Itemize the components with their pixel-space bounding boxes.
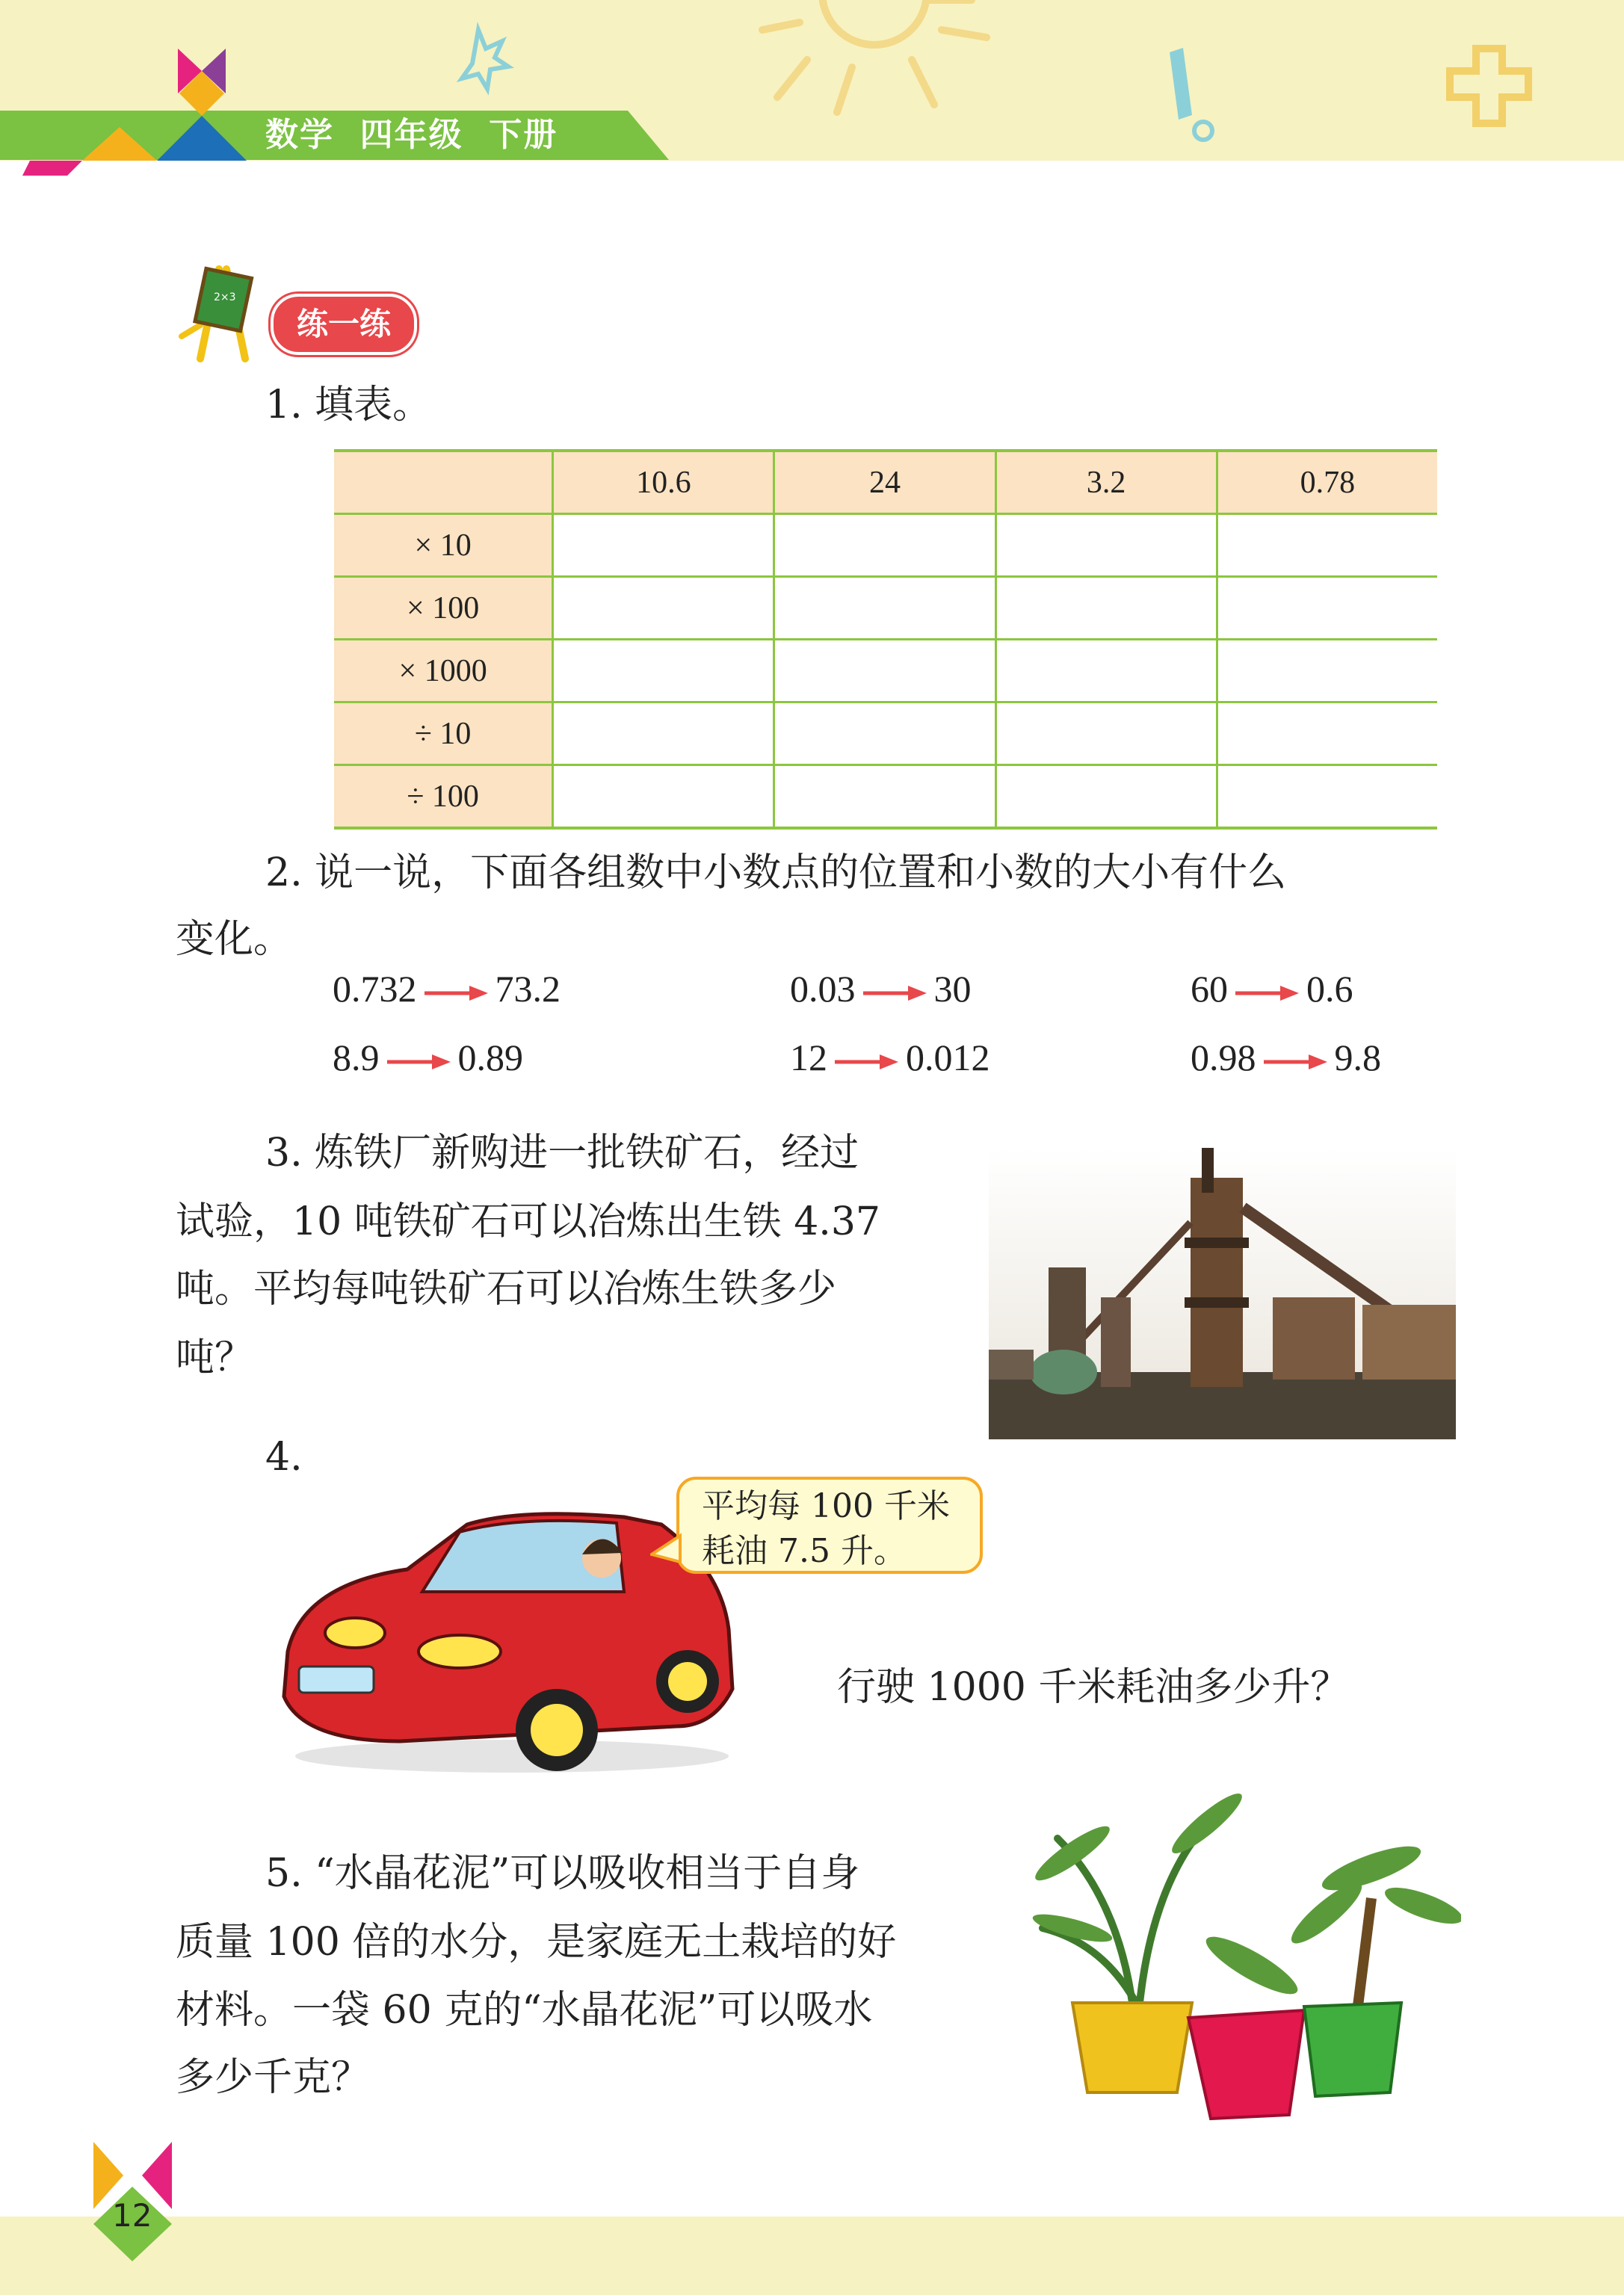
table-row — [334, 765, 1437, 829]
table-row-header: ÷ 100 — [334, 765, 553, 829]
table-row-header: × 10 — [334, 514, 553, 577]
pair-from: 60 — [1191, 968, 1228, 1010]
answer-cell[interactable] — [995, 577, 1217, 640]
q5-line3: 材料。一袋 60 克的“水晶花泥”可以吸水 — [176, 1988, 873, 2033]
answer-cell[interactable] — [774, 765, 995, 829]
arrow-icon — [1235, 984, 1299, 1002]
pair-to: 9.8 — [1334, 1037, 1381, 1078]
pair-from: 12 — [790, 1037, 827, 1078]
fill-table — [334, 449, 1437, 830]
answer-cell[interactable] — [774, 640, 995, 702]
table-row — [334, 640, 1437, 702]
pair-to: 0.012 — [906, 1037, 990, 1078]
q4-question: 行驶 1000 千米耗油多少升？ — [837, 1665, 1350, 1710]
answer-cell[interactable] — [995, 514, 1217, 577]
footer-background — [0, 2217, 1624, 2295]
q5-line1: 5. “水晶花泥”可以吸收相当于自身 — [265, 1851, 860, 1896]
arrow-icon — [835, 1053, 898, 1071]
answer-cell[interactable] — [553, 702, 774, 765]
svg-text:2×3: 2×3 — [214, 291, 236, 303]
table-row — [334, 577, 1437, 640]
table-row-header: × 100 — [334, 577, 553, 640]
bubble-line2: 耗油 7.5 升。 — [702, 1532, 907, 1570]
bubble-line1: 平均每 100 千米 — [702, 1487, 950, 1525]
pair-item — [790, 1031, 990, 1084]
table-header-cell: 0.78 — [1217, 451, 1437, 514]
q5-line4: 多少千克？ — [176, 2055, 371, 2100]
answer-cell[interactable] — [553, 640, 774, 702]
steel-plant-photo — [989, 1148, 1456, 1439]
answer-cell[interactable] — [1217, 702, 1437, 765]
table-row-header: ÷ 10 — [334, 702, 553, 765]
easel-icon — [178, 254, 268, 366]
page-number: 12 — [112, 2197, 152, 2234]
pair-from: 8.9 — [333, 1037, 380, 1078]
tangram-logo — [0, 45, 254, 179]
table-corner-cell — [334, 451, 553, 514]
q1-label: 1. 填表。 — [265, 383, 432, 427]
arrow-icon — [424, 984, 488, 1002]
pair-item — [333, 963, 561, 1015]
pair-item — [1191, 1031, 1381, 1084]
table-row-header: × 1000 — [334, 640, 553, 702]
arrow-icon — [863, 984, 927, 1002]
pair-to: 0.89 — [457, 1037, 523, 1078]
pair-item — [333, 1031, 523, 1084]
pair-item — [790, 963, 972, 1015]
answer-cell[interactable] — [553, 765, 774, 829]
answer-cell[interactable] — [553, 577, 774, 640]
potted-plants-photo — [1028, 1779, 1461, 2130]
answer-cell[interactable] — [1217, 514, 1437, 577]
answer-cell[interactable] — [995, 702, 1217, 765]
answer-cell[interactable] — [1217, 765, 1437, 829]
q3-line1: 3. 炼铁厂新购进一批铁矿石，经过 — [265, 1131, 859, 1176]
table-header-cell: 24 — [774, 451, 995, 514]
q4-label: 4. — [265, 1435, 303, 1480]
arrow-icon — [1264, 1053, 1327, 1071]
table-header-cell: 3.2 — [995, 451, 1217, 514]
bubble-tail — [650, 1532, 688, 1569]
pair-from: 0.98 — [1191, 1037, 1256, 1078]
speech-bubble — [676, 1477, 983, 1574]
answer-cell[interactable] — [1217, 577, 1437, 640]
arrow-icon — [387, 1053, 451, 1071]
table-row — [334, 702, 1437, 765]
q3-line4: 吨？ — [176, 1335, 254, 1380]
q2-line1: 2. 说一说，下面各组数中小数点的位置和小数的大小有什么 — [265, 850, 1287, 895]
answer-cell[interactable] — [995, 640, 1217, 702]
table-row — [334, 514, 1437, 577]
header-title: 数学 四年级 下册 — [265, 116, 558, 154]
answer-cell[interactable] — [774, 702, 995, 765]
pair-to: 0.6 — [1306, 968, 1353, 1010]
q3-line3: 吨。平均每吨铁矿石可以冶炼生铁多少 — [176, 1267, 837, 1312]
answer-cell[interactable] — [995, 765, 1217, 829]
answer-cell[interactable] — [1217, 640, 1437, 702]
answer-cell[interactable] — [553, 514, 774, 577]
answer-cell[interactable] — [774, 577, 995, 640]
pair-to: 30 — [933, 968, 972, 1010]
table-header-cell: 10.6 — [553, 451, 774, 514]
pair-from: 0.732 — [333, 968, 417, 1010]
q5-line2: 质量 100 倍的水分，是家庭无土栽培的好 — [176, 1920, 897, 1965]
q3-line2: 试验，10 吨铁矿石可以冶炼出生铁 4.37 — [176, 1199, 881, 1244]
pair-to: 73.2 — [495, 968, 561, 1010]
pair-from: 0.03 — [790, 968, 856, 1010]
q2-line2: 变化。 — [176, 917, 293, 962]
pair-item — [1191, 963, 1353, 1015]
answer-cell[interactable] — [774, 514, 995, 577]
table-header-row — [334, 451, 1437, 514]
practice-badge: 练一练 — [271, 294, 417, 355]
